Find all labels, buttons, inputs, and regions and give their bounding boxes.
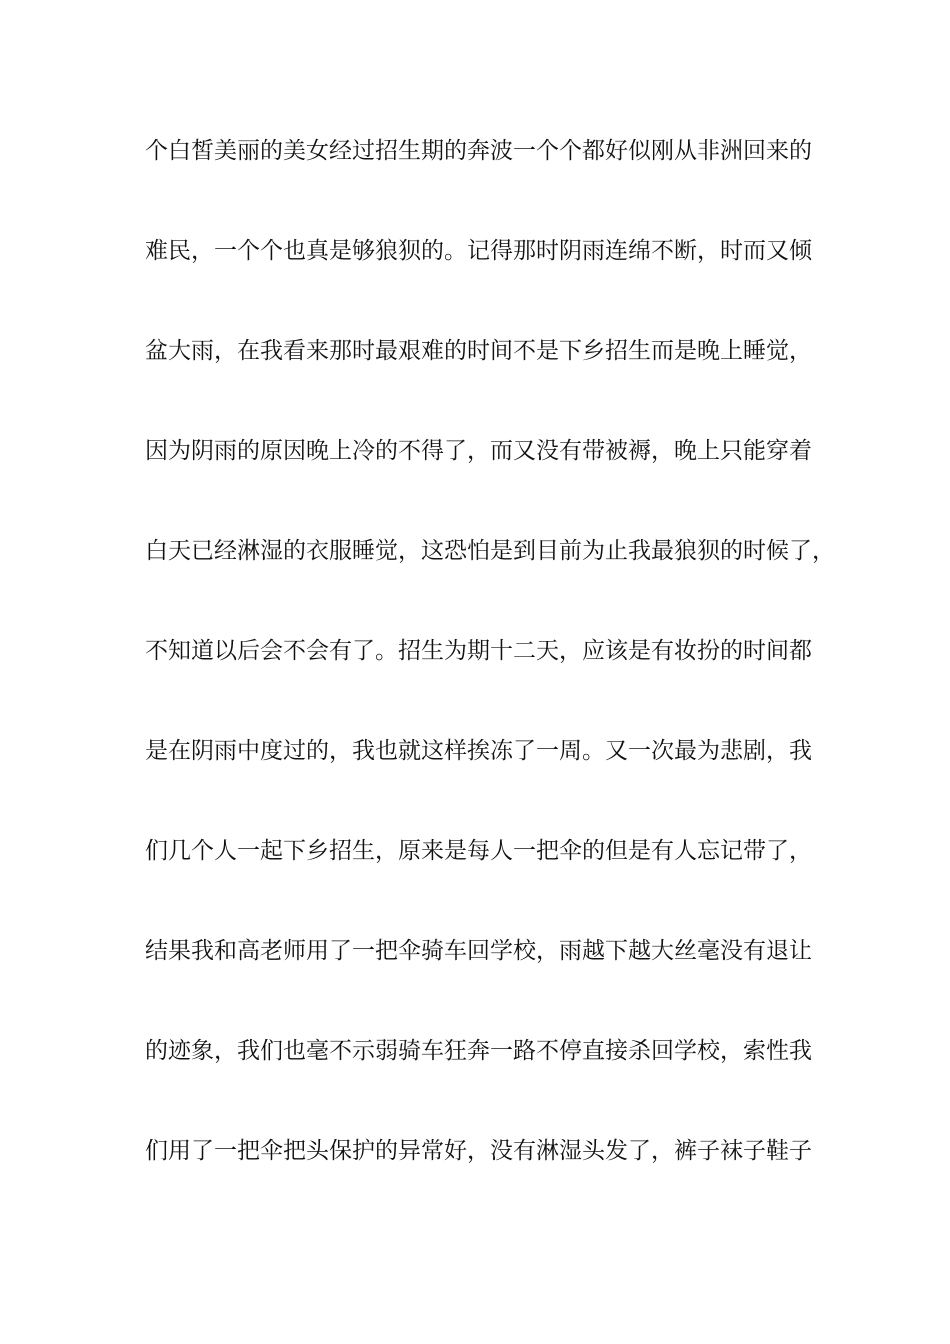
- text-line-7: 是在阴雨中度过的，我也就这样挨冻了一周。又一次最为悲剧，我: [145, 738, 812, 764]
- text-line-11: 们用了一把伞把头保护的异常好，没有淋湿头发了，裤子袜子鞋子: [145, 1138, 812, 1164]
- text-line-10: 的迹象，我们也毫不示弱骑车狂奔一路不停直接杀回学校，索性我: [145, 1038, 812, 1064]
- body-text: [145, 126, 835, 1226]
- text-line-2: 难民，一个个也真是够狼狈的。记得那时阴雨连绵不断，时而又倾: [145, 238, 812, 264]
- text-line-1: 个白皙美丽的美女经过招生期的奔波一个个都好似刚从非洲回来的: [145, 138, 812, 164]
- text-line-9: 结果我和高老师用了一把伞骑车回学校，雨越下越大丝毫没有退让: [145, 938, 812, 964]
- text-line-3: 盆大雨，在我看来那时最艰难的时间不是下乡招生而是晚上睡觉，: [145, 338, 812, 364]
- text-line-8: 们几个人一起下乡招生，原来是每人一把伞的但是有人忘记带了，: [145, 838, 812, 864]
- text-line-5: 白天已经淋湿的衣服睡觉，这恐怕是到目前为止我最狼狈的时候了，: [145, 538, 835, 564]
- text-line-6: 不知道以后会不会有了。招生为期十二天，应该是有妆扮的时间都: [145, 638, 812, 664]
- text-line-4: 因为阴雨的原因晚上冷的不得了，而又没有带被褥，晚上只能穿着: [145, 438, 812, 464]
